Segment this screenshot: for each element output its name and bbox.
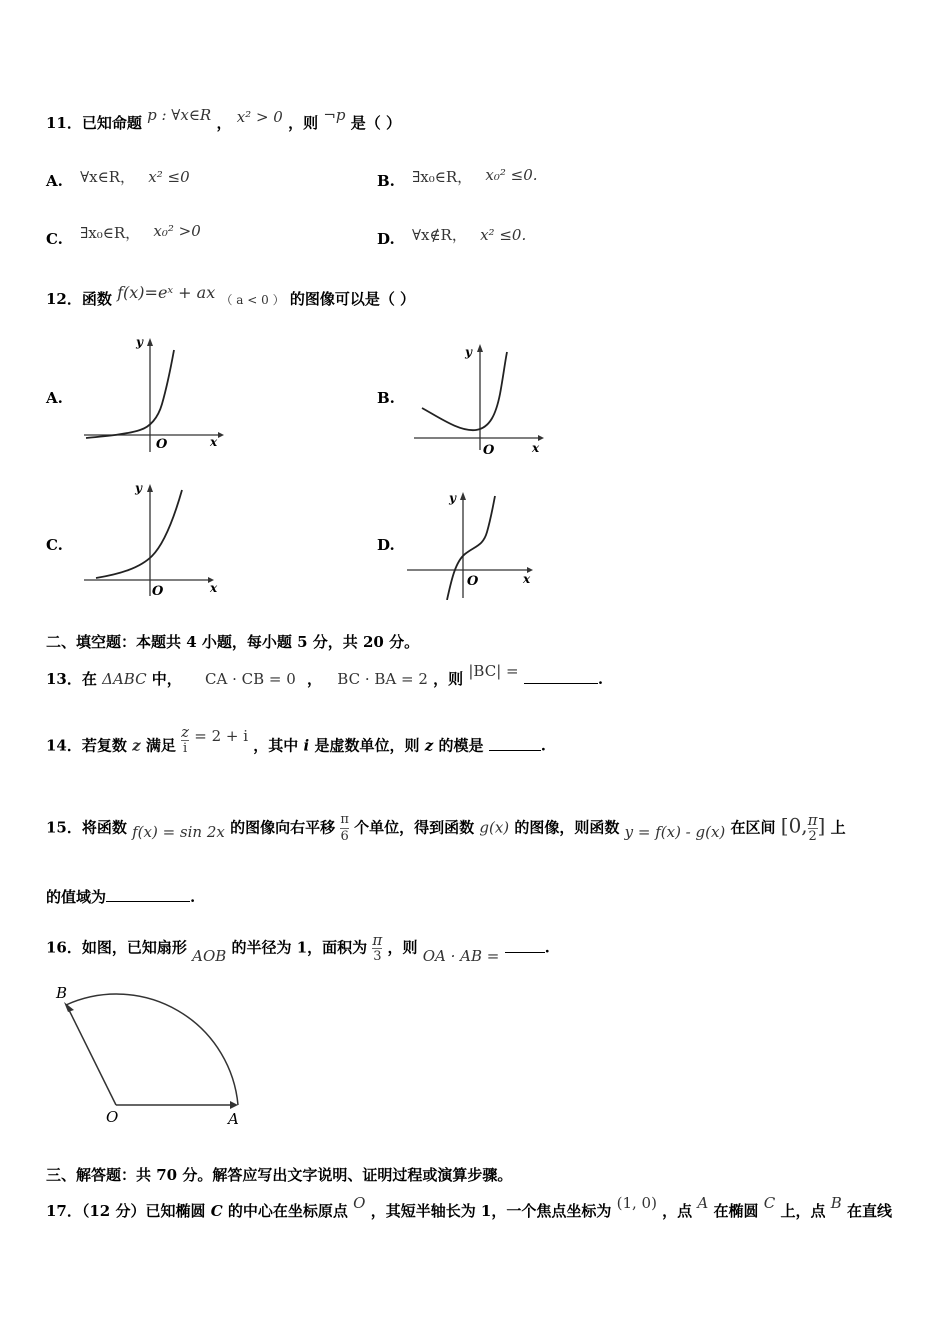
y-axis-arrow: [460, 492, 466, 500]
origin-label: O: [156, 437, 168, 452]
axis-y-label: y: [135, 481, 142, 495]
sector-arc: [66, 994, 238, 1105]
x-axis-arrow: [218, 432, 224, 438]
q12-graph-d[interactable]: [405, 486, 540, 600]
origin-label: O: [483, 443, 495, 458]
q15-line: 15．将函数 f(x) = sin 2x 的图像向右平移 $\frac{\pi}{6}$ 个单位，得到函数 g(x) 的图像，则函数 y = f(x) - g(x) 在区间 [0, $\frac{\pi}{2}$ ] 上: [46, 811, 846, 844]
q12-cond: （ a < 0 ）: [220, 293, 285, 307]
q15-line-2: 的值域为 .: [46, 888, 196, 906]
label-a: A: [228, 1110, 239, 1128]
curve: [422, 352, 507, 430]
q13-target: |BC| =: [468, 662, 519, 680]
q14-fraction: $\frac{z}{i}$: [181, 723, 190, 756]
q14-answer-blank[interactable]: [489, 750, 541, 751]
sector-radius-ob: [68, 1008, 116, 1105]
origin-label: O: [152, 584, 164, 599]
axis-y-label: y: [136, 335, 143, 349]
q13-eq1: CA · CB = 0: [205, 670, 296, 688]
q11-neg-p: ¬p: [323, 106, 346, 124]
q11-option-b[interactable]: B. ∃x₀∈R， x₀² ≤0.: [377, 166, 538, 190]
q16-line: 16．如图，已知扇形 AOB 的半径为 1，面积为 $\frac{\pi}{3}$ ，则 OA · AB = .: [46, 931, 550, 965]
q12-option-b-label[interactable]: B.: [377, 389, 395, 407]
q15-answer-blank[interactable]: [106, 901, 190, 902]
q12-option-a-label[interactable]: A.: [46, 389, 63, 407]
q11-p-def: p : ∀x∈R: [147, 106, 212, 124]
q16-sector-figure: [50, 980, 250, 1130]
axis-y-label: y: [449, 491, 456, 505]
q12-stem: 12．函数 f(x)=eˣ + ax （ a < 0 ） 的图像可以是（ ）: [46, 283, 416, 308]
y-axis-arrow: [147, 484, 153, 492]
q16-answer-blank[interactable]: [505, 952, 545, 953]
q17-line: 17．（12 分）已知椭圆 C 的中心在坐标原点 O ，其短半轴长为 1，一个焦点坐标为 (1, 0) ，点 A 在椭圆 C 上，点 B 在直线: [46, 1194, 892, 1220]
label-o: O: [106, 1108, 119, 1126]
axis-x-label: x: [532, 441, 540, 455]
section-3-title: 三、解答题：共 70 分。解答应写出文字说明、证明过程或演算步骤。: [46, 1166, 513, 1184]
q12-graph-c[interactable]: [80, 478, 225, 600]
axis-x-label: x: [523, 572, 531, 586]
q15-interval-fraction: $\frac{\pi}{2}$: [807, 811, 818, 844]
section-2-title: 二、填空题：本题共 4 小题，每小题 5 分，共 20 分。: [46, 633, 420, 651]
q11-option-d[interactable]: D. ∀x∉R， x² ≤0.: [377, 226, 527, 248]
arrow-a: [230, 1101, 238, 1109]
q14-line: 14．若复数 z 满足 $\frac{z}{i}$ = 2 + i ，其中 i 是虚数单位，则 z 的模是 .: [46, 723, 546, 756]
q13-answer-blank[interactable]: [524, 683, 598, 684]
axis-x-label: x: [210, 581, 218, 595]
q13-eq2: BC · BA = 2: [337, 670, 428, 688]
q16-area-fraction: $\frac{\pi}{3}$: [372, 931, 383, 964]
label-b: B: [56, 984, 68, 1002]
q11-cond: x² > 0: [236, 108, 283, 126]
q12-option-c-label[interactable]: C.: [46, 536, 63, 554]
q11-stem: 11．已知命题 p : ∀x∈R ， x² > 0 ，则 ¬p 是（ ）: [46, 106, 401, 132]
q12-graph-a[interactable]: [78, 332, 228, 457]
q11-option-a[interactable]: A. ∀x∈R， x² ≤0: [46, 168, 190, 190]
q13-line: 13．在 ΔABC 中， CA · CB = 0 ， BC · BA = 2 ，则 |BC| = .: [46, 662, 604, 688]
curve: [96, 490, 182, 578]
q15-shift-fraction: $\frac{\pi}{6}$: [340, 812, 349, 844]
q12-graph-b[interactable]: [410, 338, 550, 458]
q12-func: f(x)=eˣ + ax: [117, 283, 216, 302]
curve: [86, 350, 174, 438]
origin-label: O: [467, 574, 479, 589]
y-axis-arrow: [477, 344, 483, 352]
q11-option-c[interactable]: C. ∃x₀∈R， x₀² >0: [46, 222, 201, 248]
axis-y-label: y: [465, 345, 472, 359]
y-axis-arrow: [147, 338, 153, 346]
q12-option-d-label[interactable]: D.: [377, 536, 395, 554]
axis-x-label: x: [210, 435, 218, 449]
